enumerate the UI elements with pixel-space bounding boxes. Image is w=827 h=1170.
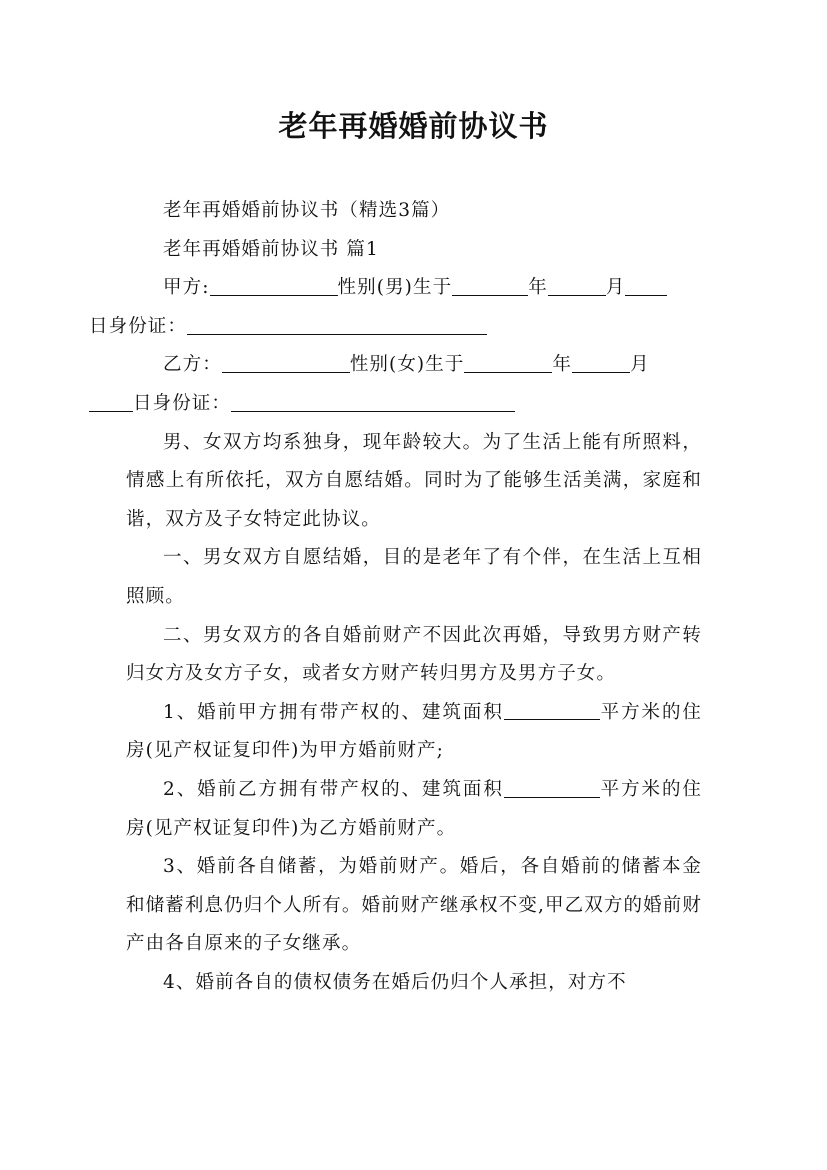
party-a-day-blank [625,276,667,296]
party-b-month-blank [572,353,630,373]
party-a-gender-born: 性别(男)生于 [337,277,453,299]
party-a-month-blank [548,276,606,296]
paragraph-intro: 男、女双方均系独身，现年龄较大。为了生活上能有所照料，情感上有所依托，双方自愿结婚。同时为了能够生活美满，家庭和谐，双方及子女特定此协议。 [126,431,702,530]
item-1-text-before: 1、婚前甲方拥有带产权的、建筑面积 [163,701,504,723]
party-b-day-blank [89,391,133,411]
party-b-year-blank [464,353,552,373]
party-b-label: 乙方： [163,354,222,376]
item-2-area-blank [504,777,600,797]
party-b-gender-born: 性别(女)生于 [349,354,465,376]
party-a-name-blank [210,276,338,296]
party-a-id-label: 日身份证： [89,315,188,337]
party-a-year-label: 年 [528,277,548,299]
item-1-area-blank [504,700,600,720]
party-b-id-blank [231,391,515,411]
item-1-text-after: 平方米的住房(见产权证复印件)为甲方婚前财产; [126,701,702,762]
item-2-text-after: 平方米的住房(见产权证复印件)为乙方婚前财产。 [126,778,702,839]
document-title: 老年再婚婚前协议书 [278,109,549,143]
document-body [89,192,702,1002]
subtitle: 老年再婚婚前协议书（精选3篇） [163,200,451,221]
section-heading: 老年再婚婚前协议书 篇1 [163,238,379,260]
party-b-month-label: 月 [630,354,650,376]
item-1 [126,694,702,771]
party-a-id-blank [187,314,487,334]
party-a-month-label: 月 [605,277,626,299]
party-b-id-label: 日身份证： [133,392,232,414]
item-4: 4、婚前各自的债权债务在婚后仍归个人承担，对方不 [163,971,627,993]
party-a-label: 甲方: [163,277,210,299]
party-a-line [89,269,702,346]
item-2-text-before: 2、婚前乙方拥有带产权的、建筑面积 [163,778,504,800]
paragraph-clause-1: 一、男女双方自愿结婚，目的是老年了有个伴，在生活上互相照顾。 [126,547,702,607]
item-2 [126,771,702,848]
paragraph-clause-2: 二、男女双方的各自婚前财产不因此次再婚，导致男方财产转归女方及女方子女，或者女方财产转归男方及男方子女。 [126,624,702,685]
party-b-name-blank [222,353,350,373]
party-b-year-label: 年 [552,354,573,376]
party-a-year-blank [452,276,528,296]
party-b-line [126,346,702,423]
item-3: 3、婚前各自储蓄，为婚前财产。婚后，各自婚前的储蓄本金和储蓄利息仍归个人所有。婚前财产继承权不变,甲乙双方的婚前财产由各自原来的子女继承。 [126,856,702,955]
